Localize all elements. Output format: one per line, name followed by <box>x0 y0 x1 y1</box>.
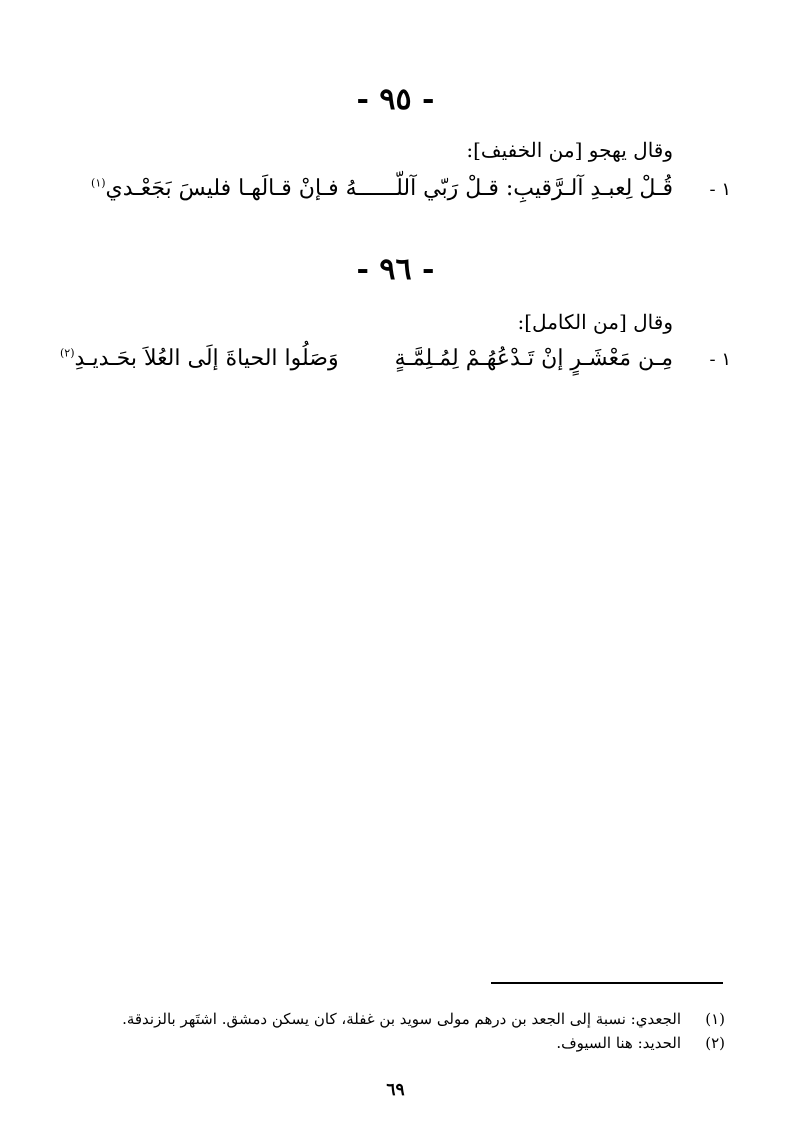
section-number-96: - ٩٦ - <box>356 252 435 287</box>
verse-number: ١ - <box>709 349 731 370</box>
verse-95-1 <box>60 176 731 201</box>
hemistich-first: قُـلْ لِعبـدِ آلـرَّقيبِ: قـلْ رَبّي آللّــــــهُ فـإنْ قـالَهـا فليسَ بَجَعْـدي <box>105 176 673 201</box>
footnote-2 <box>556 1034 725 1052</box>
verse-text <box>60 346 339 371</box>
footnote-number: (٢) <box>705 1034 725 1052</box>
footnote-text: الجعدي: نسبة إلى الجعد بن درهم مولى سويد بن غفلة، كان يسكن دمشق. اشتَهر بالزندقة. <box>122 1010 681 1028</box>
poem-intro-95: وقال يهجو [من الخفيف]: <box>466 138 673 162</box>
verse-number: ١ - <box>709 179 731 200</box>
hemistich-second: وَصَلُوا الحياةَ إلَى العُلاَ بحَـديـدِ <box>74 346 339 371</box>
poem-intro-96: وقال [من الكامل]: <box>517 310 673 334</box>
hemistich-first: مِـن مَعْشَـرٍ إنْ تَـدْعُهُـمْ لِمُـلِمَّـةٍ <box>394 346 673 371</box>
footnote-ref: (٢) <box>60 346 75 360</box>
footnote-1 <box>122 1010 725 1028</box>
footnote-text: الحديد: هنا السيوف. <box>556 1034 681 1052</box>
verse-text <box>91 176 673 201</box>
verse-96-1 <box>60 346 731 371</box>
footnote-number: (١) <box>705 1010 725 1028</box>
section-number-95: - ٩٥ - <box>356 82 435 117</box>
footnote-ref: (١) <box>91 176 106 190</box>
footnote-separator <box>491 982 723 984</box>
page-number: ٦٩ <box>386 1080 405 1100</box>
